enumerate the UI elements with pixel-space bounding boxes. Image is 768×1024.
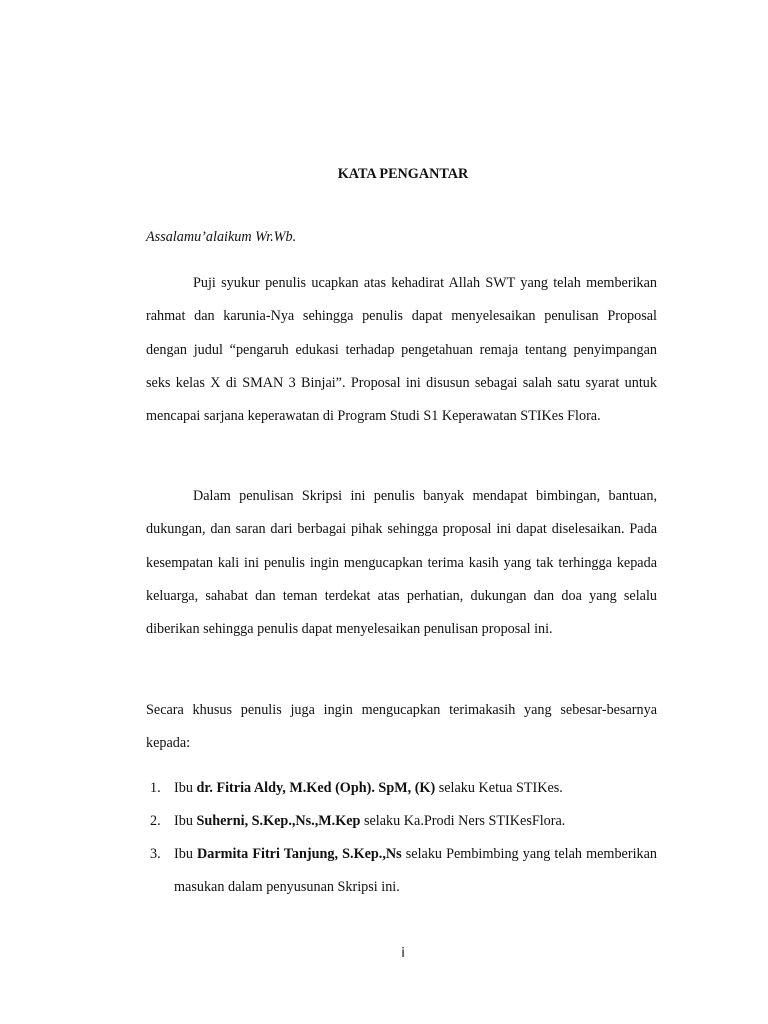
list-number: 2. — [150, 813, 161, 829]
person-name: Darmita Fitri Tanjung, S.Kep.,Ns — [197, 846, 402, 862]
paragraph-support: Dalam penulisan Skripsi ini penulis banyak mendapat bimbingan, bantuan, dukungan, dan saran dari berbagai pihak sehingga proposal ini dapat diselesaikan. Pada kesempatan kali ini penulis ingin mengucapkan terima kasih yang tak terhingga kepada keluarga, sahabat dan teman terdekat atas perhatian, dukungan dan doa yang selalu diberikan sehingga penulis dapat menyelesaikan penulisan proposal ini. — [146, 488, 657, 638]
paragraph-gratitude: Puji syukur penulis ucapkan atas kehadirat Allah SWT yang telah memberikan rahmat dan karunia-Nya sehingga penulis dapat menyelesaikan penulisan Proposal dengan judul “pengaruh edukasi terhadap pengetahuan remaja tentang penyimpangan seks kelas X di SMAN 3 Binjai”. Proposal ini disusun sebagai salah satu syarat untuk mencapai sarjana keperawatan di Program Studi S1 Keperawatan STIKes Flora. — [146, 275, 657, 425]
list-item — [146, 805, 657, 838]
person-name: dr. Fitria Aldy, M.Ked (Oph). SpM, (K) — [196, 780, 436, 796]
acknowledgement-list — [146, 772, 657, 904]
list-role: selaku Ka.Prodi Ners STIKesFlora. — [360, 813, 566, 829]
page-title: KATA PENGANTAR — [337, 166, 469, 182]
list-number: 3. — [150, 846, 161, 862]
paragraph-special-thanks: Secara khusus penulis juga ingin mengucapkan terimakasih yang sebesar-besarnya kepada: — [146, 702, 657, 752]
list-item — [146, 772, 657, 805]
list-prefix: Ibu — [174, 780, 197, 796]
greeting: Assalamu’alaikum Wr.Wb. — [146, 229, 297, 245]
list-item — [146, 838, 657, 904]
list-role: selaku Pembimbing yang telah memberikan masukan dalam penyusunan Skripsi ini. — [174, 846, 657, 895]
list-prefix: Ibu — [174, 846, 198, 862]
person-name: Suherni, S.Kep.,Ns.,M.Kep — [196, 813, 361, 829]
page-number: i — [401, 946, 405, 961]
list-number: 1. — [150, 780, 161, 796]
list-prefix: Ibu — [174, 813, 197, 829]
list-role: selaku Ketua STIKes. — [435, 780, 563, 796]
